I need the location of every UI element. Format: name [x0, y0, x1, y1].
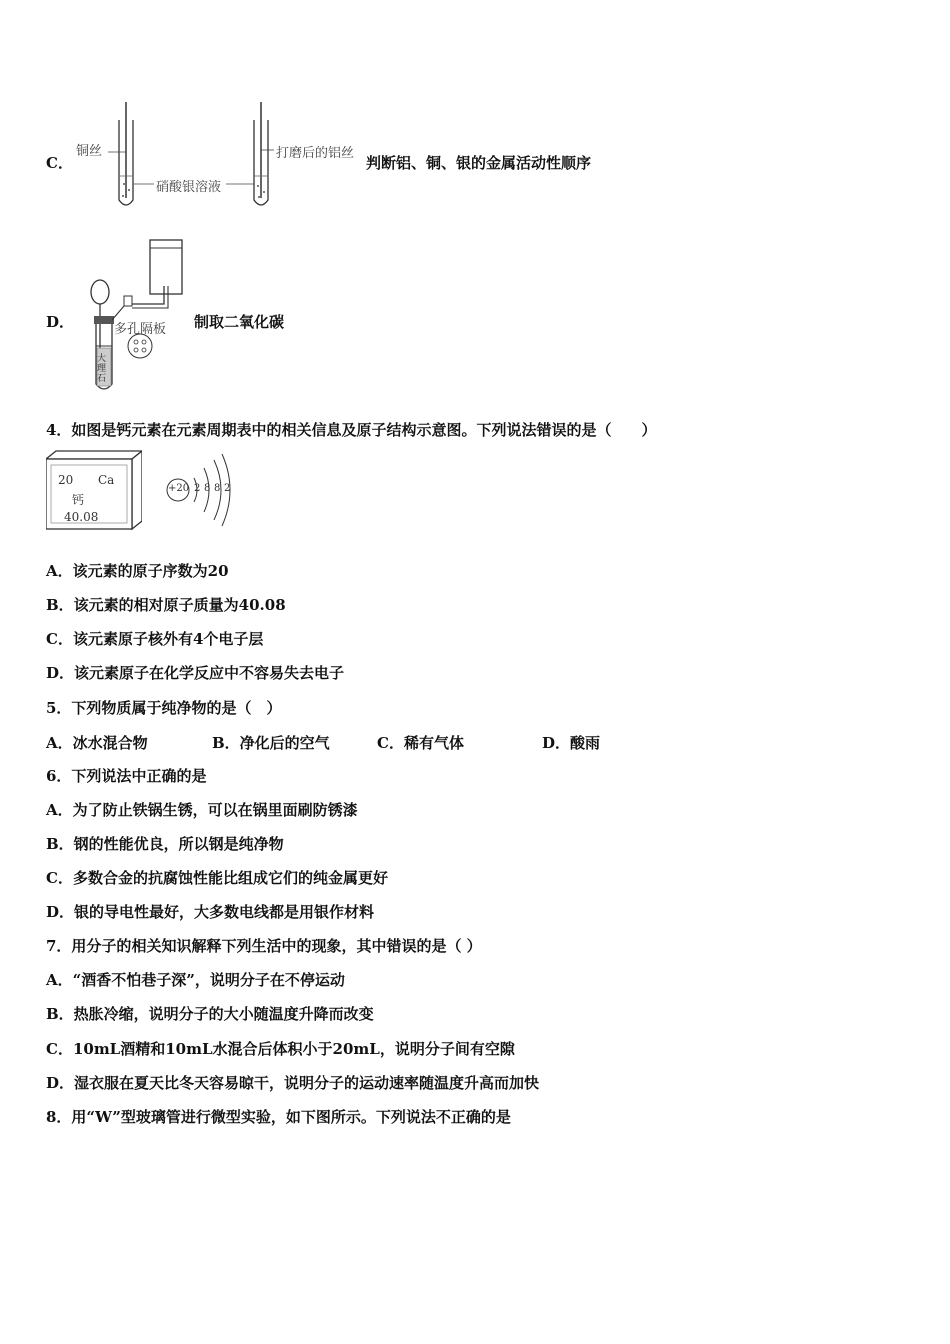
co2-apparatus-figure — [84, 236, 194, 396]
atom-shell: 2 — [224, 483, 231, 494]
test-tubes-figure — [76, 98, 366, 213]
q5-option-a: A．冰水混合物 — [46, 734, 148, 752]
q4-option-a: A．该元素的原子序数为20 — [46, 562, 229, 580]
option-d-text: 制取二氧化碳 — [194, 313, 285, 331]
element-name: 钙 — [72, 493, 85, 507]
label-marble: 大理石 — [97, 354, 107, 384]
q4-stem: 4．如图是钙元素在元素周期表中的相关信息及原子结构示意图。下列说法错误的是（ ） — [46, 421, 657, 439]
q7-option-b: B．热胀冷缩，说明分子的大小随温度升降而改变 — [46, 1005, 374, 1023]
element-number: 20 — [58, 473, 74, 487]
q5-stem: 5．下列物质属于纯净物的是（ ） — [46, 699, 282, 717]
atom-shell: 8 — [204, 483, 211, 494]
label-aluminum-wire: 打磨后的铝丝 — [276, 146, 355, 161]
q5-option-b: B．净化后的空气 — [212, 734, 330, 752]
q4-option-d: D．该元素原子在化学反应中不容易失去电子 — [46, 664, 345, 682]
q6-option-c: C．多数合金的抗腐蚀性能比组成它们的纯金属更好 — [46, 869, 388, 887]
q7-option-d: D．湿衣服在夏天比冬天容易晾干，说明分子的运动速率随温度升高而加快 — [46, 1074, 540, 1092]
atom-structure-diagram — [160, 452, 236, 532]
option-c-letter: C． — [46, 154, 73, 172]
element-mass: 40.08 — [64, 510, 99, 524]
q6-option-b: B．钢的性能优良，所以钢是纯净物 — [46, 835, 284, 853]
atom-nucleus: +20 — [168, 483, 190, 494]
label-porous-plate: 多孔隔板 — [114, 322, 167, 337]
q4-option-c: C．该元素原子核外有4个电子层 — [46, 630, 264, 648]
label-silver-nitrate: 硝酸银溶液 — [156, 180, 222, 195]
q7-stem: 7．用分子的相关知识解释下列生活中的现象，其中错误的是（ ） — [46, 937, 482, 955]
q6-stem: 6．下列说法中正确的是 — [46, 767, 207, 785]
element-symbol: Ca — [98, 473, 115, 487]
atom-shell: 2 — [194, 483, 201, 494]
label-copper-wire: 铜丝 — [76, 144, 103, 159]
option-d-letter: D． — [46, 313, 75, 331]
q7-option-a: A．“酒香不怕巷子深”，说明分子在不停运动 — [46, 971, 345, 989]
q8-stem: 8．用“W”型玻璃管进行微型实验，如下图所示。下列说法不正确的是 — [46, 1108, 511, 1126]
q6-option-d: D．银的导电性最好，大多数电线都是用银作材料 — [46, 903, 375, 921]
atom-shell: 8 — [214, 483, 221, 494]
q4-option-b: B．该元素的相对原子质量为40.08 — [46, 596, 286, 614]
q6-option-a: A．为了防止铁锅生锈，可以在锅里面刷防锈漆 — [46, 801, 358, 819]
q7-option-c: C．10mL酒精和10mL水混合后体积小于20mL，说明分子间有空隙 — [46, 1040, 515, 1058]
q5-option-c: C．稀有气体 — [377, 734, 464, 752]
periodic-table-cell — [46, 449, 142, 531]
q5-option-d: D．酸雨 — [542, 734, 601, 752]
option-c-text: 判断铝、铜、银的金属活动性顺序 — [366, 154, 592, 172]
